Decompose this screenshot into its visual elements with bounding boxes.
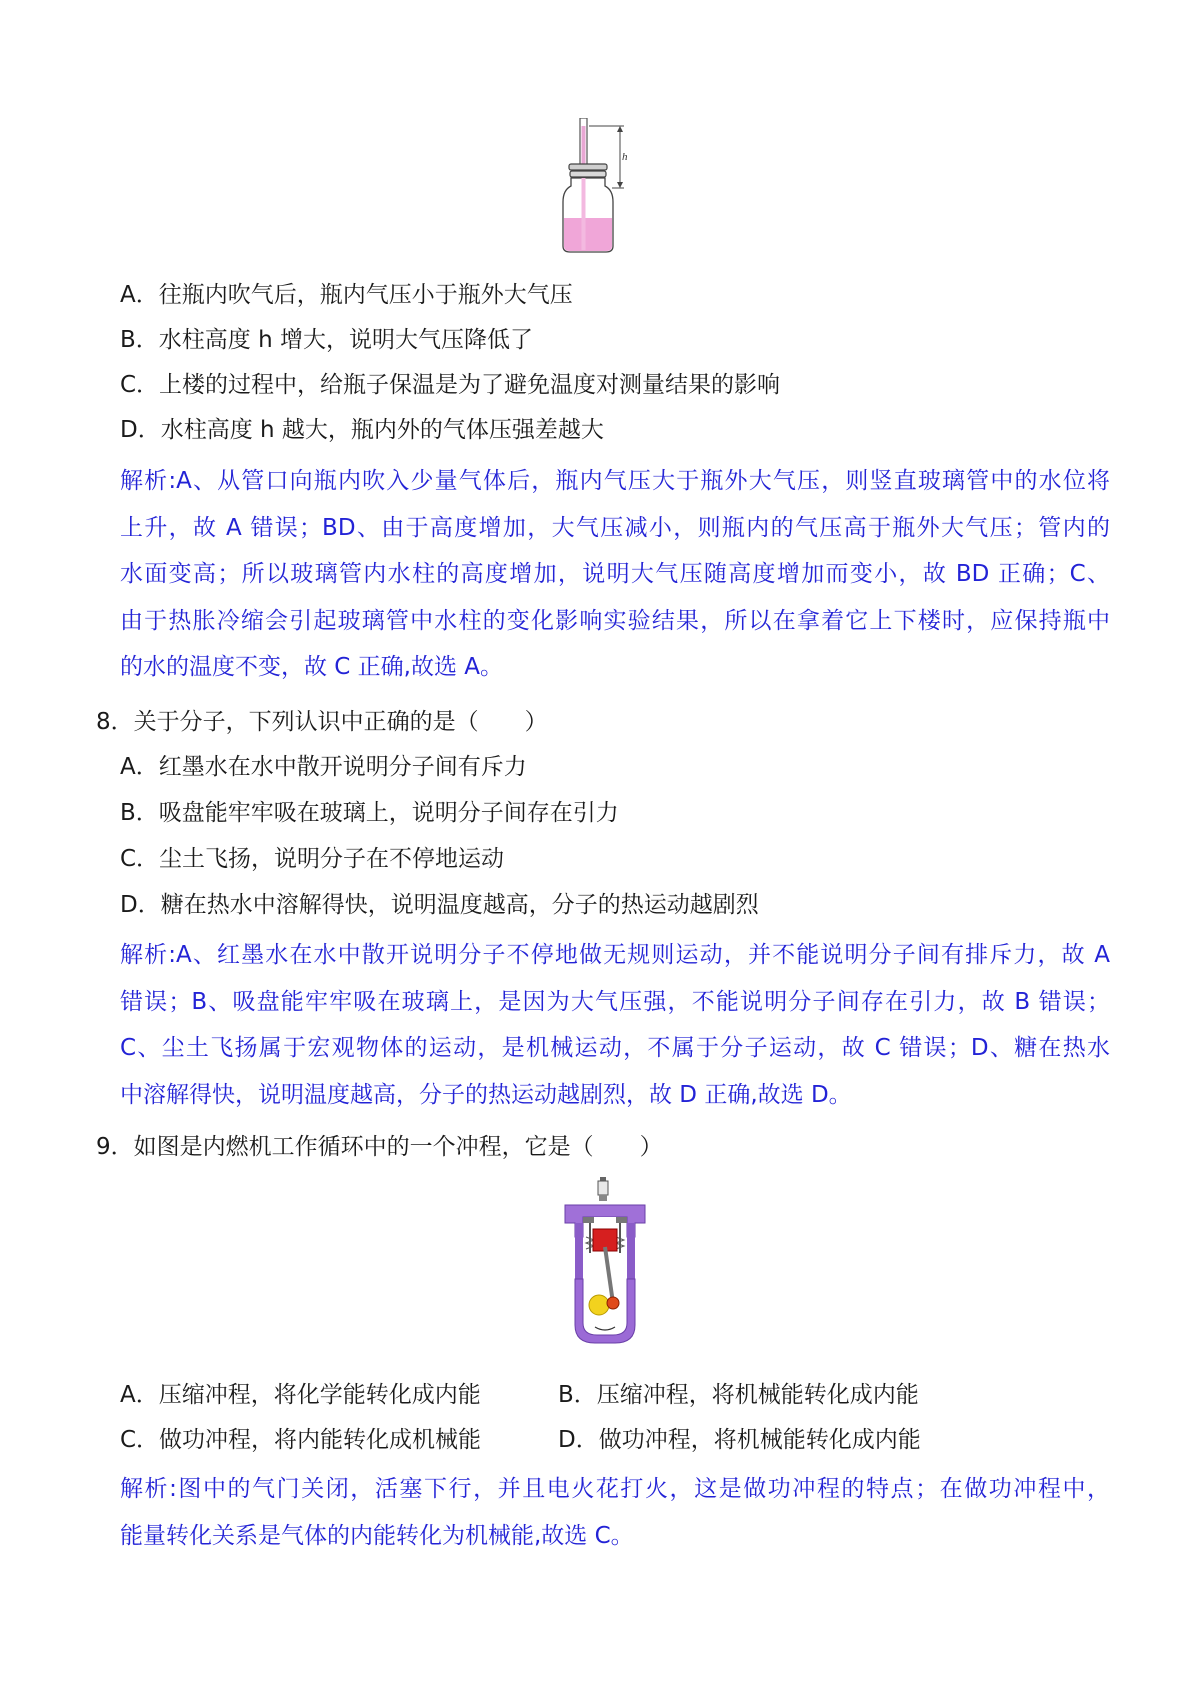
q8-option-a: A．红墨水在水中散开说明分子间有斥力 [120,754,527,780]
q7-option-d: D．水柱高度 h 越大，瓶内外的气体压强差越大 [120,417,604,443]
q7-analysis-line: 的水的温度不变，故 C 正确,故选 A。 [120,654,504,680]
q9-option-c: C．做功冲程，将内能转化成机械能 [120,1427,482,1453]
q7-analysis-line: 由于热胀冷缩会引起玻璃管中水柱的变化影响实验结果，所以在拿着它上下楼时，应保持瓶中 [120,607,1110,634]
q8-option-d: D．糖在热水中溶解得快，说明温度越高，分子的热运动越剧烈 [120,892,759,918]
q7-option-b: B．水柱高度 h 增大，说明大气压降低了 [120,327,533,353]
q9-analysis [120,1466,1110,1559]
engine-stroke-figure [555,1177,655,1347]
q9-option-b: B．压缩冲程，将机械能转化成内能 [558,1382,919,1408]
q9-stem: 9．如图是内燃机工作循环中的一个冲程，它是（ ） [96,1134,663,1160]
q7-analysis-line: 解析:A、从管口向瓶内吹入少量气体后，瓶内气压大于瓶外大气压，则竖直玻璃管中的水位将 [120,468,1110,494]
figure-label-h: h [622,151,628,163]
q7-analysis-line: 上升，故 A 错误；BD、由于高度增加，大气压减小，则瓶内的气压高于瓶外大气压；管内的 [120,514,1110,541]
q8-analysis-line: 解析:A、红墨水在水中散开说明分子不停地做无规则运动，并不能说明分子间有排斥力，故 A [120,942,1110,968]
q8-option-c: C．尘土飞扬，说明分子在不停地运动 [120,846,505,872]
q9-option-d: D．做功冲程，将机械能转化成内能 [558,1427,921,1453]
q7-option-a: A．往瓶内吹气后，瓶内气压小于瓶外大气压 [120,282,573,308]
q8-analysis-line: C、尘土飞扬属于宏观物体的运动，是机械运动，不属于分子运动，故 C 错误；D、糖在热水 [120,1035,1110,1061]
q8-analysis-line: 中溶解得快，说明温度越高，分子的热运动越剧烈，故 D 正确,故选 D。 [120,1081,852,1108]
q7-option-c: C．上楼的过程中，给瓶子保温是为了避免温度对测量结果的影响 [120,372,781,398]
bottle-barometer-figure [560,118,630,254]
q8-analysis-line: 错误；B、吸盘能牢牢吸在玻璃上，是因为大气压强，不能说明分子间存在引力，故 B 错误； [120,988,1110,1015]
q7-analysis [120,458,1110,691]
q8-analysis [120,932,1110,1118]
q9-analysis-line: 解析:图中的气门关闭，活塞下行，并且电火花打火，这是做功冲程的特点；在做功冲程中， [120,1476,1110,1502]
q9-option-a: A．压缩冲程，将化学能转化成内能 [120,1382,481,1408]
q7-analysis-line: 水面变高；所以玻璃管内水柱的高度增加，说明大气压随高度增加而变小，故 BD 正确；C、 [120,561,1110,587]
q9-analysis-line: 能量转化关系是气体的内能转化为机械能,故选 C。 [120,1522,634,1549]
q8-option-b: B．吸盘能牢牢吸在玻璃上，说明分子间存在引力 [120,800,619,826]
q8-stem: 8．关于分子，下列认识中正确的是（ ） [96,709,548,735]
